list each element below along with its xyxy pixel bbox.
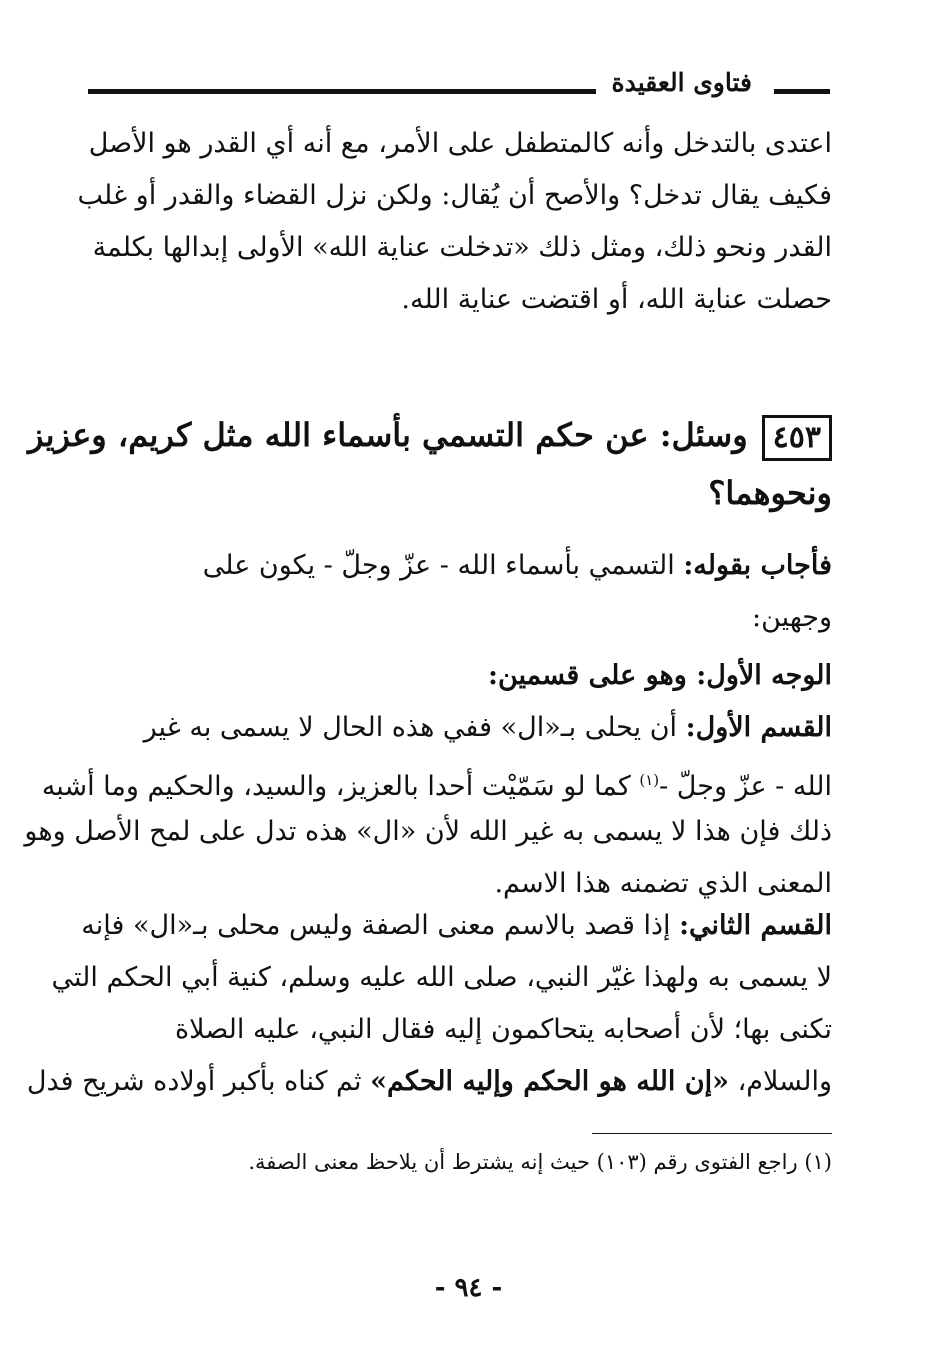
question-number-box: ٤٥٣ [762,415,832,461]
section2-paragraph [26,900,832,1108]
header-rule-short [774,89,830,94]
answer-text: التسمي بأسماء الله - عزّ وجلّ - يكون على [202,550,675,581]
section2-text: إذا قصد بالاسم معنى الصفة وليس محلى بـ«ال» فإنه [81,910,671,941]
text-line [90,540,832,592]
footnote-divider [592,1133,832,1134]
text-line: لا يسمى به ولهذا غيّر النبي، صلى الله عليه وسلم، كنية أبي الحكم التي [51,962,832,993]
answer-lead: فأجاب بقوله: [683,550,832,581]
text-line: وجهين: [752,602,832,633]
question-heading [27,406,832,522]
text-line: المعنى الذي تضمنه هذا الاسم. [494,868,832,899]
page-number: - ٩٤ - [434,1273,503,1303]
section2-label: القسم الثاني: [679,910,832,941]
section2-text: والسلام، [737,1066,832,1097]
question-line [27,406,832,464]
text-line: اعتدى بالتدخل وأنه كالمتطفل على الأمر، مع أنه أي القدر هو الأصل [88,128,832,159]
hadith-quote: «إن الله هو الحكم وإليه الحكم» [370,1066,729,1097]
text-line: حصلت عناية الله، أو اقتضت عناية الله. [401,284,832,315]
section1-label: القسم الأول: [685,712,832,743]
header-rule-long [88,89,596,94]
section1-text: الله - عزّ وجلّ - [659,771,832,802]
footnote: (١) راجع الفتوى رقم (١٠٣) حيث إنه يشترط أن يلاحظ معنى الصفة. [248,1150,832,1174]
answer-paragraph [90,540,832,644]
text-line [81,900,832,952]
text-line [26,1056,832,1108]
text-line: فكيف يقال تدخل؟ والأصح أن يُقال: ولكن نزل القضاء والقدر أو غلب [77,180,832,211]
running-header [88,66,830,106]
section1-paragraph [24,650,832,910]
text-line [41,754,832,806]
question-text: وسئل: عن حكم التسمي بأسماء الله مثل كريم، وعزيز [27,416,748,454]
face1-heading: الوجه الأول: وهو على قسمين: [487,660,832,691]
text-line [90,702,832,754]
header-title: فتاوى العقيدة [611,68,752,97]
section1-text: كما لو سَمّيْت أحدا بالعزيز، والسيد، والحكيم وما أشبه [41,771,631,802]
text-line: القدر ونحو ذلك، ومثل ذلك «تدخلت عناية الله» الأولى إبدالها بكلمة [92,232,832,263]
footnote-marker: (١) [639,771,660,789]
text-line: ذلك فإن هذا لا يسمى به غير الله لأن «ال» هذه تدل على لمح الأصل وهو [24,816,832,847]
section2-text: ثم كناه بأكبر أولاده شريح فدل [26,1066,362,1097]
intro-paragraph [77,118,832,326]
question-line: ونحوهما؟ [708,474,832,512]
section1-text: أن يحلى بـ«ال» ففي هذه الحال لا يسمى به غير [143,712,678,743]
text-line: تكنى بها؛ لأن أصحابه يتحاكمون إليه فقال النبي، عليه الصلاة [174,1014,832,1045]
